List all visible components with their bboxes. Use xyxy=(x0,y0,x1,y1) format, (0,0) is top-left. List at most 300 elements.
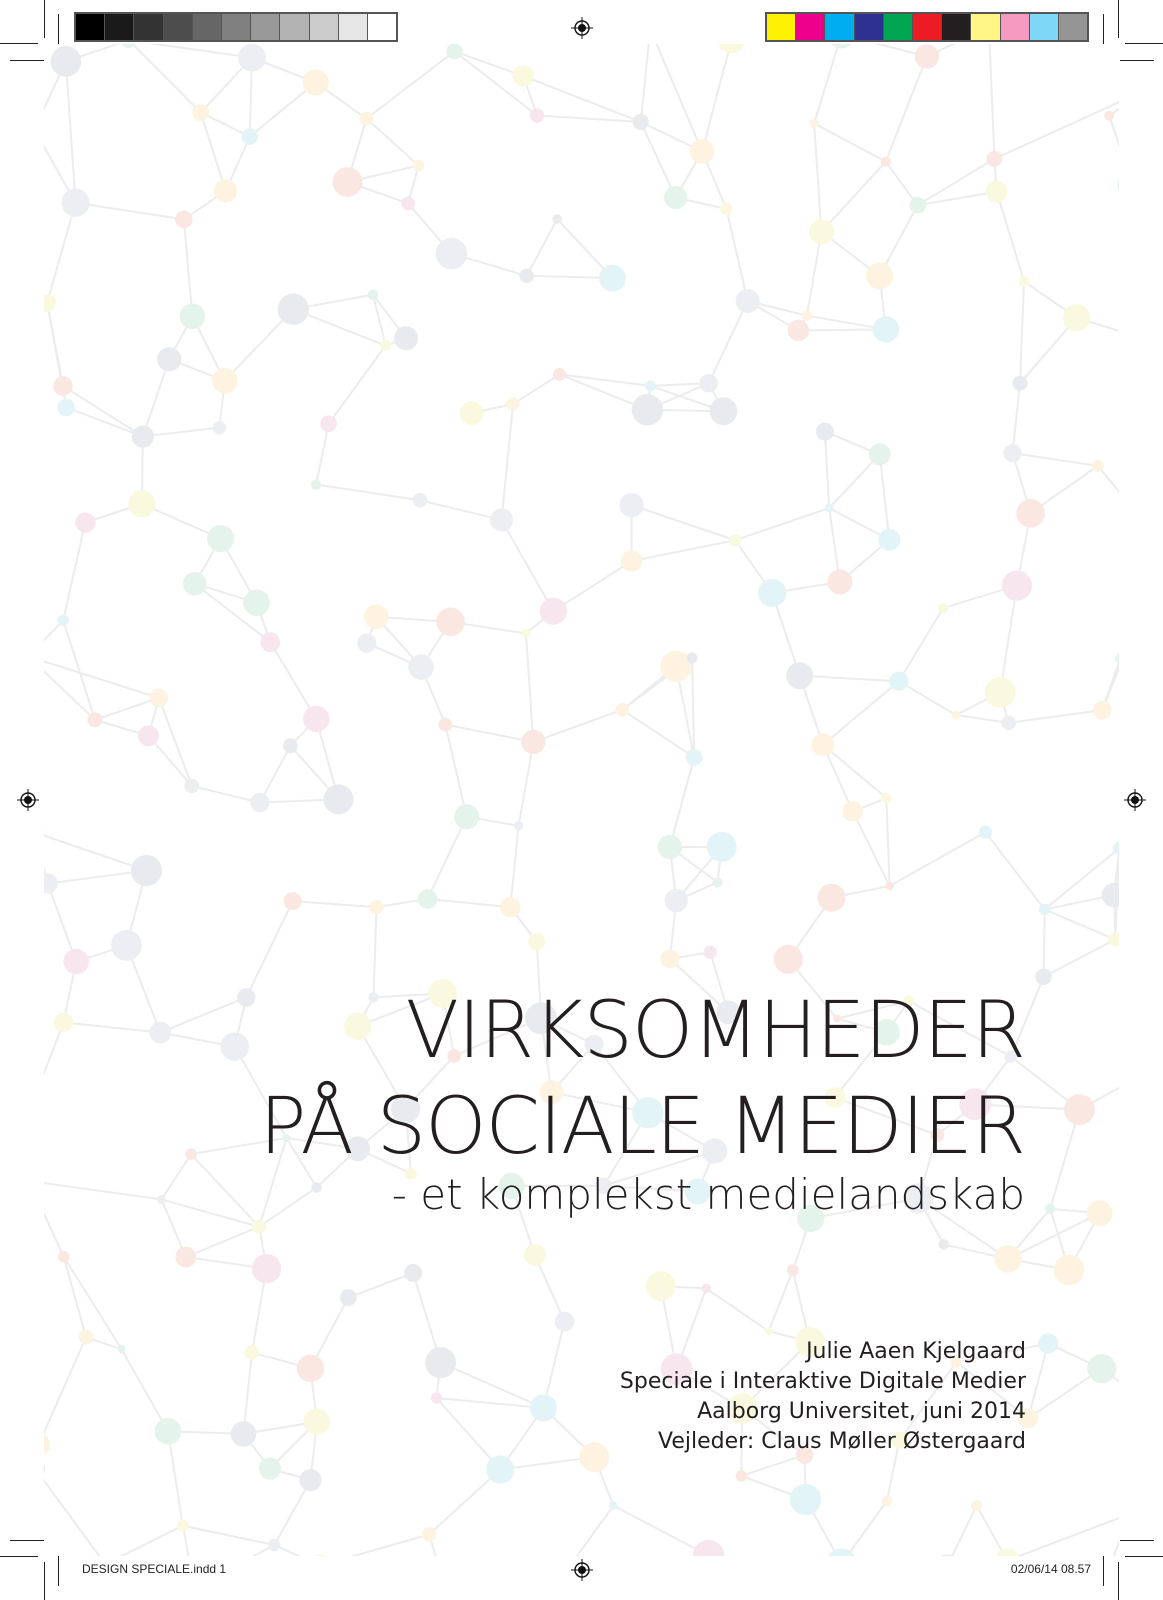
network-node xyxy=(238,44,266,72)
registration-mark-icon xyxy=(17,789,39,811)
title-line-1: VIRKSOMHEDER xyxy=(405,986,1025,1076)
network-edge xyxy=(956,715,1009,723)
network-node xyxy=(827,44,855,49)
network-edge xyxy=(622,710,694,757)
network-node xyxy=(242,128,259,145)
network-edge xyxy=(274,1480,310,1545)
network-node xyxy=(1054,1255,1085,1286)
network-node xyxy=(524,1244,546,1266)
network-node xyxy=(231,1421,257,1447)
network-edge xyxy=(741,1455,804,1476)
network-node xyxy=(816,423,834,441)
network-edge xyxy=(650,44,702,151)
network-edge xyxy=(192,786,260,803)
network-node xyxy=(111,930,142,961)
network-edge xyxy=(613,1506,708,1556)
network-node xyxy=(51,46,82,77)
gray-swatch xyxy=(76,14,104,40)
network-node xyxy=(881,793,891,803)
network-edge xyxy=(44,1181,64,1257)
network-node xyxy=(44,873,58,893)
network-node xyxy=(645,380,656,391)
network-edge xyxy=(66,61,76,202)
crop-mark xyxy=(10,60,44,61)
network-node xyxy=(540,598,567,625)
network-node xyxy=(278,294,309,325)
network-edge xyxy=(1109,116,1119,185)
network-edge xyxy=(890,832,986,886)
network-edge xyxy=(527,219,558,276)
network-node xyxy=(790,1484,821,1515)
network-edge xyxy=(886,798,889,886)
network-node xyxy=(720,203,733,216)
network-node xyxy=(729,534,741,546)
network-node xyxy=(53,376,72,395)
network-node xyxy=(693,1540,725,1556)
network-node xyxy=(155,1418,182,1445)
network-node xyxy=(436,238,467,269)
network-node xyxy=(866,262,893,289)
network-edge xyxy=(1050,1110,1079,1209)
network-node xyxy=(184,779,199,794)
network-node xyxy=(938,603,948,613)
network-node xyxy=(1087,1200,1113,1226)
network-edge xyxy=(201,113,226,191)
network-node xyxy=(245,1345,260,1360)
network-edge xyxy=(997,192,1025,282)
network-edge xyxy=(1000,586,1017,693)
network-edge xyxy=(502,404,514,520)
network-edge xyxy=(184,219,193,316)
color-swatch xyxy=(767,14,795,40)
network-node xyxy=(995,1548,1020,1556)
network-node xyxy=(128,490,155,517)
network-node xyxy=(1104,111,1114,121)
network-node xyxy=(1118,170,1119,200)
network-node xyxy=(710,397,738,425)
network-node xyxy=(687,652,698,663)
network-node xyxy=(952,711,961,720)
network-edge xyxy=(706,1288,768,1331)
crop-mark xyxy=(0,1556,38,1557)
network-edge xyxy=(186,1227,259,1257)
network-node xyxy=(57,399,75,417)
network-node xyxy=(87,712,102,727)
network-node xyxy=(786,662,813,689)
network-edge xyxy=(1013,383,1020,453)
network-node xyxy=(394,326,418,350)
network-edge xyxy=(366,51,454,118)
network-node xyxy=(311,479,321,489)
network-node xyxy=(490,508,513,531)
network-node xyxy=(764,1327,772,1335)
network-node xyxy=(333,167,363,197)
network-node xyxy=(268,1539,281,1552)
network-node xyxy=(1102,883,1119,908)
color-swatch xyxy=(971,14,999,40)
gray-swatch xyxy=(280,14,308,40)
network-node xyxy=(825,504,834,513)
network-node xyxy=(422,1527,437,1542)
network-edge xyxy=(191,1154,259,1227)
network-node xyxy=(609,1501,617,1509)
network-node xyxy=(436,608,465,637)
network-node xyxy=(827,570,852,595)
network-node xyxy=(506,397,519,410)
network-node xyxy=(812,733,835,756)
network-node xyxy=(418,889,437,908)
registration-mark-icon xyxy=(571,17,593,39)
network-edge xyxy=(641,122,676,198)
network-edge xyxy=(814,44,841,123)
network-edge xyxy=(886,56,927,161)
network-node xyxy=(486,1455,514,1483)
network-node xyxy=(514,821,523,830)
network-node xyxy=(299,1469,321,1491)
title-line-2: PÅ SOCIALE MEDIER xyxy=(259,1082,1025,1172)
network-node xyxy=(63,949,89,975)
network-edge xyxy=(44,1022,64,1088)
network-node xyxy=(758,579,786,607)
network-edge xyxy=(348,1273,413,1298)
network-node xyxy=(1087,1354,1116,1383)
gray-swatch xyxy=(339,14,367,40)
network-node xyxy=(646,1271,676,1301)
network-edge xyxy=(76,203,184,220)
network-edge xyxy=(641,44,650,122)
network-edge xyxy=(1044,909,1045,976)
network-node xyxy=(987,151,1003,167)
network-node xyxy=(615,703,629,717)
network-edge xyxy=(160,997,246,1032)
network-node xyxy=(185,1148,197,1160)
network-edge xyxy=(161,1154,190,1199)
network-node xyxy=(842,801,863,822)
network-edge xyxy=(274,1545,320,1556)
network-node xyxy=(599,265,626,292)
crop-mark xyxy=(0,43,38,44)
network-node xyxy=(260,632,280,652)
network-edge xyxy=(735,508,829,540)
network-edge xyxy=(246,901,292,997)
network-node xyxy=(986,181,1008,203)
gray-swatch xyxy=(164,14,192,40)
network-node xyxy=(809,118,819,128)
color-swatch xyxy=(942,14,970,40)
network-node xyxy=(736,1470,747,1481)
network-edge xyxy=(320,1534,429,1556)
gray-swatch xyxy=(310,14,338,40)
color-swatch xyxy=(913,14,941,40)
network-edge xyxy=(129,44,201,113)
network-node xyxy=(309,1555,331,1556)
network-node xyxy=(660,949,679,968)
crop-mark xyxy=(58,14,59,44)
network-edge xyxy=(366,119,418,166)
network-node xyxy=(413,160,425,172)
network-node xyxy=(1093,701,1112,720)
network-node xyxy=(665,889,688,912)
crop-mark xyxy=(1120,1540,1154,1541)
network-node xyxy=(818,884,846,912)
network-edge xyxy=(807,232,822,316)
network-node xyxy=(54,1013,73,1032)
network-node xyxy=(500,897,520,917)
network-node xyxy=(552,214,562,224)
network-node xyxy=(579,1442,609,1472)
network-edge xyxy=(44,832,146,870)
network-edge xyxy=(329,346,386,424)
network-edge xyxy=(316,424,329,485)
network-edge xyxy=(143,428,220,437)
network-edge xyxy=(44,620,63,656)
network-node xyxy=(889,672,908,691)
network-node xyxy=(994,1245,1022,1273)
supervisor: Vejleder: Claus Møller Østergaard xyxy=(658,1429,1026,1454)
network-node xyxy=(117,1345,125,1353)
network-node xyxy=(404,1264,422,1282)
network-node xyxy=(979,825,992,838)
network-node xyxy=(686,749,703,766)
network-edge xyxy=(899,608,943,681)
network-node xyxy=(690,139,714,163)
slug-filename: DESIGN SPECIALE.indd 1 xyxy=(82,1562,227,1576)
network-node xyxy=(283,738,298,753)
crop-mark xyxy=(1103,14,1104,44)
network-node xyxy=(809,219,834,244)
network-edge xyxy=(692,658,694,757)
network-edge xyxy=(841,44,926,56)
network-node xyxy=(132,425,154,447)
crop-mark xyxy=(1103,1556,1104,1586)
network-node xyxy=(44,1433,50,1456)
network-edge xyxy=(47,203,75,303)
network-edge xyxy=(183,1526,274,1545)
network-edge xyxy=(64,1257,86,1338)
network-edge xyxy=(1009,710,1103,723)
network-node xyxy=(250,793,269,812)
network-edge xyxy=(1045,909,1116,939)
network-edge xyxy=(519,742,534,826)
network-node xyxy=(131,855,162,886)
network-node xyxy=(380,340,391,351)
author-name: Julie Aaen Kjelgaard xyxy=(806,1339,1026,1364)
crop-mark xyxy=(58,1556,59,1586)
network-node xyxy=(57,615,68,626)
network-node xyxy=(971,1500,982,1511)
network-node xyxy=(660,651,691,682)
color-swatch xyxy=(884,14,912,40)
network-edge xyxy=(121,1349,168,1431)
network-edge xyxy=(44,1181,161,1199)
network-edge xyxy=(44,657,95,720)
network-edge xyxy=(441,1363,544,1408)
network-edge xyxy=(44,657,159,698)
network-node xyxy=(1012,376,1027,391)
network-edge xyxy=(977,1505,1008,1556)
network-node xyxy=(521,730,545,754)
thesis-program: Speciale i Interaktive Digitale Medier xyxy=(619,1369,1026,1394)
crop-mark xyxy=(44,0,45,38)
network-node xyxy=(237,988,255,1006)
network-node xyxy=(311,1182,322,1193)
network-node xyxy=(1001,716,1016,731)
network-node xyxy=(454,804,479,829)
network-node xyxy=(774,945,803,974)
network-node xyxy=(1002,570,1032,600)
network-edge xyxy=(709,301,748,383)
network-edge xyxy=(445,725,533,742)
network-edge xyxy=(632,505,736,540)
network-edge xyxy=(445,725,466,817)
network-node xyxy=(658,835,682,859)
network-node xyxy=(1016,499,1045,528)
network-node xyxy=(364,605,389,630)
network-node xyxy=(259,1457,281,1479)
network-node xyxy=(1063,304,1090,331)
network-node xyxy=(530,108,545,123)
network-node xyxy=(297,1355,324,1382)
network-edge xyxy=(168,1431,183,1526)
network-node xyxy=(149,1022,171,1044)
network-edge xyxy=(632,540,736,561)
network-node xyxy=(1039,904,1050,915)
network-edge xyxy=(947,1505,976,1556)
network-node xyxy=(1019,276,1030,287)
crop-mark xyxy=(1118,0,1119,38)
crop-mark xyxy=(10,1540,44,1541)
color-swatch xyxy=(1059,14,1087,40)
network-node xyxy=(44,294,56,312)
network-background xyxy=(44,44,1119,1556)
color-swatch xyxy=(825,14,853,40)
network-node xyxy=(58,1251,70,1263)
network-node xyxy=(157,1195,166,1204)
network-node xyxy=(882,1496,893,1507)
network-edge xyxy=(549,1506,614,1556)
color-swatch xyxy=(796,14,824,40)
network-node xyxy=(207,525,234,552)
network-node xyxy=(44,1459,45,1479)
network-node xyxy=(183,572,206,595)
network-node xyxy=(985,677,1016,708)
color-swatch xyxy=(855,14,883,40)
network-edge xyxy=(726,209,747,301)
network-edge xyxy=(842,1501,887,1556)
network-node xyxy=(370,900,384,914)
network-node xyxy=(78,1330,93,1345)
network-edge xyxy=(985,832,1044,909)
network-edge xyxy=(800,676,899,681)
network-node xyxy=(869,443,891,465)
author-info xyxy=(620,1337,1026,1457)
network-node xyxy=(619,493,643,517)
color-swatch xyxy=(1030,14,1058,40)
network-edge xyxy=(899,681,956,715)
network-node xyxy=(802,310,812,320)
network-node xyxy=(909,197,926,214)
network-node xyxy=(360,112,374,126)
network-node xyxy=(320,415,337,432)
network-node xyxy=(357,634,376,653)
network-node xyxy=(431,1392,442,1403)
network-node xyxy=(1064,1094,1095,1125)
crop-mark xyxy=(44,1562,45,1600)
network-node xyxy=(446,44,462,59)
network-edge xyxy=(44,1337,86,1445)
network-node xyxy=(553,368,566,381)
network-edge xyxy=(159,698,192,786)
network-node xyxy=(252,1220,266,1234)
network-edge xyxy=(420,500,502,520)
network-node xyxy=(878,529,900,551)
network-edge xyxy=(105,1526,183,1556)
network-edge xyxy=(1044,939,1116,976)
network-edge xyxy=(670,757,694,847)
network-node xyxy=(699,374,717,392)
network-node xyxy=(75,512,95,532)
network-edge xyxy=(510,826,518,907)
network-edge xyxy=(814,123,821,231)
network-edge xyxy=(373,907,376,997)
university-date: Aalborg Universitet, juni 2014 xyxy=(697,1399,1026,1424)
network-node xyxy=(1115,653,1119,663)
network-edge xyxy=(437,1398,501,1470)
network-edge xyxy=(823,745,886,798)
gray-swatch xyxy=(193,14,221,40)
network-node xyxy=(368,992,378,1002)
network-node xyxy=(303,69,329,95)
network-node xyxy=(881,156,891,166)
network-node xyxy=(408,654,434,680)
color-swatch xyxy=(1001,14,1029,40)
network-edge xyxy=(428,899,511,907)
network-edge xyxy=(1007,1514,1119,1556)
subtitle: - et komplekst medielandskab xyxy=(391,1170,1025,1219)
crop-mark xyxy=(1120,60,1154,61)
network-node xyxy=(439,718,453,732)
gray-swatch xyxy=(368,14,396,40)
slug-datetime: 02/06/14 08.57 xyxy=(1010,1562,1091,1576)
network-node xyxy=(1092,460,1104,472)
network-edge xyxy=(437,1398,544,1408)
network-node xyxy=(1108,932,1119,946)
network-edge xyxy=(259,1187,316,1226)
network-node xyxy=(413,493,428,508)
network-node xyxy=(530,1394,557,1421)
network-node xyxy=(213,421,226,434)
crop-mark xyxy=(1125,43,1163,44)
network-node xyxy=(214,179,237,202)
gray-swatch xyxy=(251,14,279,40)
network-node xyxy=(787,1264,799,1276)
crop-mark xyxy=(1125,1556,1163,1557)
network-edge xyxy=(822,162,886,232)
network-edge xyxy=(880,454,890,539)
network-edge xyxy=(428,817,467,899)
network-edge xyxy=(293,901,377,907)
network-node xyxy=(304,1408,331,1435)
network-node xyxy=(1038,1333,1058,1353)
network-edge xyxy=(454,51,523,76)
network-edge xyxy=(989,44,994,159)
network-node xyxy=(712,877,722,887)
network-edge xyxy=(44,1469,105,1556)
network-node xyxy=(885,882,894,891)
network-node xyxy=(401,196,415,210)
network-node xyxy=(555,1312,575,1332)
network-node xyxy=(1003,444,1021,462)
